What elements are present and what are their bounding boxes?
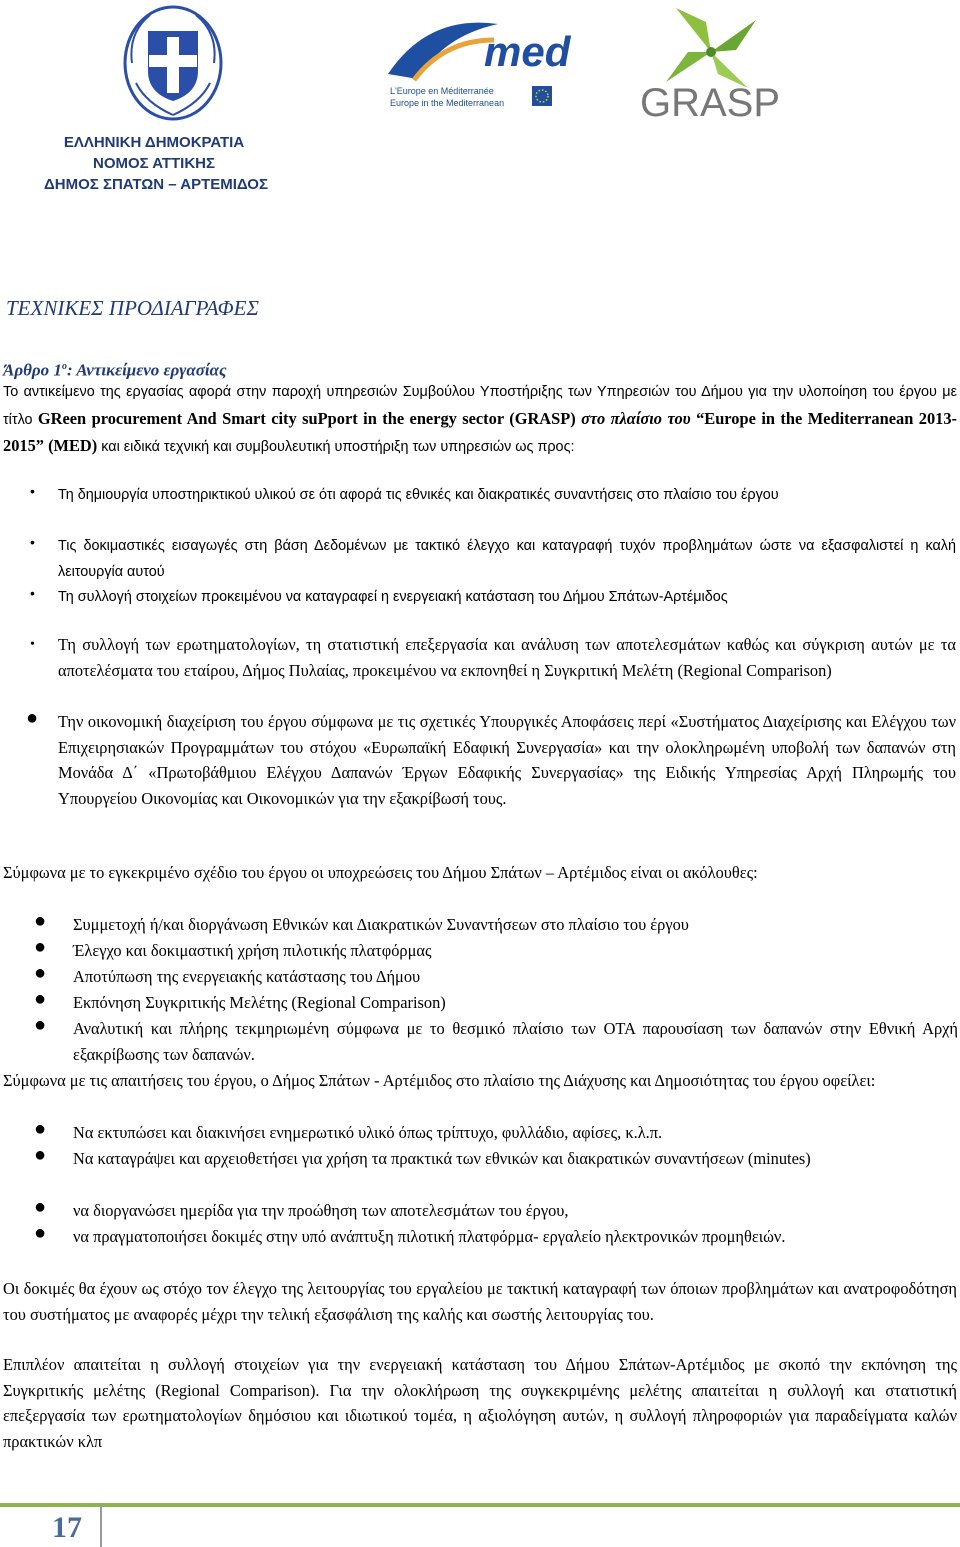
authority-line-2: ΝΟΜΟΣ ΑΤΤΙΚΗΣ — [92, 155, 216, 172]
article-heading — [3, 354, 957, 383]
bullet-icon: • — [30, 534, 35, 550]
bullet-icon: • — [30, 585, 35, 601]
article-heading-post: : Αντικείμενο εργασίας — [66, 360, 227, 380]
list-item-text: Τις δοκιμαστικές εισαγωγές στη βάση Δεδομένων με τακτικό έλεγχο και καταγραφή τυχόν προβλημάτων ώστε να εξασφαλιστεί η καλή λειτουργία αυτού — [58, 538, 956, 580]
article-heading-sup: ο — [61, 361, 67, 372]
footer-bar — [0, 1503, 960, 1507]
list-item-text: Έλεγχο και δοκιμαστική χρήση πιλοτικής πλατφόρμας — [73, 941, 432, 960]
grasp-logo — [636, 2, 786, 126]
bullet-icon: ● — [34, 962, 47, 984]
bullet-icon: ● — [34, 988, 47, 1010]
bullet-icon: ● — [26, 707, 39, 729]
med-logo-subtitle-1: L'Europe en Méditerranée — [390, 86, 494, 96]
list-item-text: να πραγματοποιήσει δοκιμές στην υπό ανάπτυξη πιλοτική πλατφόρμα- εργαλείο ηλεκτρονικών προμηθειών. — [73, 1227, 786, 1246]
project-title: GReen procurement And Smart city suPport in the energy — [37, 408, 457, 428]
authority-line-1: ΕΛΛΗΝΙΚΗ ΔΗΜΟΚΡΑΤΙΑ — [63, 134, 245, 151]
list-item-text: Αποτύπωση της ενεργειακής κατάστασης του Δήμου — [73, 967, 421, 986]
med-logo-subtitle-2: Europe in the Mediterranean — [390, 98, 505, 108]
page-number: 17 — [52, 1511, 82, 1544]
list-item-text: Να εκτυπώσει και διακινήσει ενημερωτικό υλικό όπως τρίπτυχο, φυλλάδιο, αφίσες, κ.λ.π. — [73, 1123, 663, 1142]
article-heading-pre: Άρθρο 1 — [3, 360, 62, 380]
bullet-icon: • — [30, 637, 35, 652]
programme-name: “Europe in the Mediterranean 2013-2015” (MED) — [3, 408, 957, 456]
grasp-logo-text: GRASP — [640, 81, 781, 125]
intro-part-5: στο πλαίσιο του — [581, 408, 691, 428]
med-logo-text: med — [484, 28, 571, 75]
bullet-icon: ● — [34, 1144, 47, 1166]
list-item-text: Εκπόνηση Συγκριτικής Μελέτης (Regional Comparison) — [73, 993, 446, 1012]
bullet-icon: ● — [34, 1014, 47, 1036]
list-item-text: Συμμετοχή ή/και διοργάνωση Εθνικών και Διακρατικών Συναντήσεων στο πλαίσιο του έργου — [73, 915, 689, 934]
bullet-icon: • — [30, 483, 35, 499]
intro-part-1: Το αντικείμενο της εργασίας αφορά στην παροχή υπηρεσιών Συμβούλου Υποστήριξης των Υπηρεσιών του — [3, 384, 697, 400]
list-item-text: Την οικονομική διαχείριση του έργου σύμφωνα με τις σχετικές Υπουργικές Αποφάσεις περί «Συστήματος Διαχείρισης και Ελέγχου των Επιχειρησιακών Προγραμμάτων του στόχου «Ευρωπαϊκή Εδαφική Συνεργασία» και την ολοκληρωμένη υποβολή των δαπανών στη Μονάδα Δ΄ «Πρωτοβάθμιου Ελέγχου Δαπανών Έργων Εδαφικής Συνεργασίας» της Ειδικής Υπηρεσίας Αρχή Πληρωμής του Υπουργείου Οικονομίας και Οικονομικών για την εξακρίβωσή τους. — [58, 712, 956, 808]
closing-paragraph-1: Οι δοκιμές θα έχουν ως στόχο τον έλεγχο της λειτουργίας του εργαλείου με τακτική καταγραφή των όποιων προβλημάτων και ανατροφοδότηση του συστήματος με αναφορές μέχρι την τελική εξασφάλιση της καλής και σωστής λειτουργίας του. — [3, 1279, 957, 1324]
bullet-icon: ● — [34, 1118, 47, 1140]
bullet-icon: ● — [34, 1222, 47, 1244]
list-item-text: Τη δημιουργία υποστηρικτικού υλικού σε ότι αφορά τις εθνικές και διακρατικές συναντήσεις στο πλαίσιο του έργου — [58, 487, 779, 503]
list-item-text: Αναλυτική και πλήρης τεκμηριωμένη σύμφωνα με το θεσμικό πλαίσιο των ΟΤΑ παρουσίαση των δαπανών στην Εθνική Αρχή εξακρίβωσης των δαπανών. — [73, 1019, 958, 1064]
obligations-intro: Σύμφωνα με το εγκεκριμένο σχέδιο του έργου οι υποχρεώσεις του Δήμου Σπάτων – Αρτέμιδος είναι οι ακόλουθες: — [3, 863, 758, 882]
intro-part-7: και ειδικά τεχνική — [101, 439, 210, 456]
logo-bar — [0, 0, 960, 130]
pinwheel-icon — [666, 8, 756, 88]
article-intro — [3, 380, 957, 461]
med-programme-logo — [384, 14, 571, 110]
closing-paragraph-2: Επιπλέον απαιτείται η συλλογή στοιχείων για την ενεργειακή κατάσταση του Δήμου Σπάτων-Αρτέμιδος με σκοπό την εκπόνηση της Συγκριτικής μελέτης (Regional Comparison). Για την ολοκλήρωση της συγκεκριμένης μελέτης απαιτείται η συλλογή και στατιστική επεξεργασία των ερωτηματολογίων δημόσιου και ιδιωτικού τομέα, η αξιολόγηση αυτών, η συλλογή πληροφοριών για παραδείγματα καλών πρακτικών κλπ — [3, 1355, 957, 1451]
list-item-text: Να καταγράψει και αρχειοθετήσει για χρήση τα πρακτικά των εθνικών και διακρατικών συναντήσεων (minutes) — [73, 1149, 811, 1168]
project-acronym: sector (GRASP) — [462, 408, 576, 428]
list-item-text: να διοργανώσει ημερίδα για την προώθηση των αποτελεσμάτων του έργου, — [73, 1201, 569, 1220]
authority-line-3: ΔΗΜΟΣ ΣΠΑΤΩΝ – ΑΡΤΕΜΙΔΟΣ — [44, 176, 268, 193]
bullet-icon: ● — [34, 936, 47, 958]
document-title: ΤΕΧΝΙΚΕΣ ΠΡΟΔΙΑΓΡΑΦΕΣ — [6, 296, 259, 320]
list-item-text: Τη συλλογή των ερωτηματολογίων, τη στατιστική επεξεργασία και ανάλυση των αποτελεσμάτων καθώς και σύγκριση αυτών με τα αποτελέσματα του εταίρου, Δήμος Πυλαίας, προκειμένου να εκπονηθεί η Συγκριτική Μελέτη (Regional Comparison) — [58, 635, 956, 680]
intro-part-8: και συμβουλευτική υποστήριξη των υπηρεσιών ως προς: — [213, 439, 575, 456]
publicity-intro: Σύμφωνα με τις απαιτήσεις του έργου, ο Δήμος Σπάτων - Αρτέμιδος στο πλαίσιο της Διάχυσης και Δημοσιότητας του έργου οφείλει: — [3, 1071, 876, 1090]
bullet-icon: ● — [34, 1196, 47, 1218]
bullet-icon: ● — [34, 910, 47, 932]
authority-header — [44, 132, 268, 195]
greek-emblem-icon — [122, 3, 224, 123]
list-item-text: Τη συλλογή στοιχείων προκειμένου να καταγραφεί η ενεργειακή κατάσταση του Δήμου Σπάτων-Αρτέμιδος — [58, 589, 728, 605]
intro-part-2: Δήμου για την υλοποίηση του έργου με τίτλο — [3, 384, 957, 428]
